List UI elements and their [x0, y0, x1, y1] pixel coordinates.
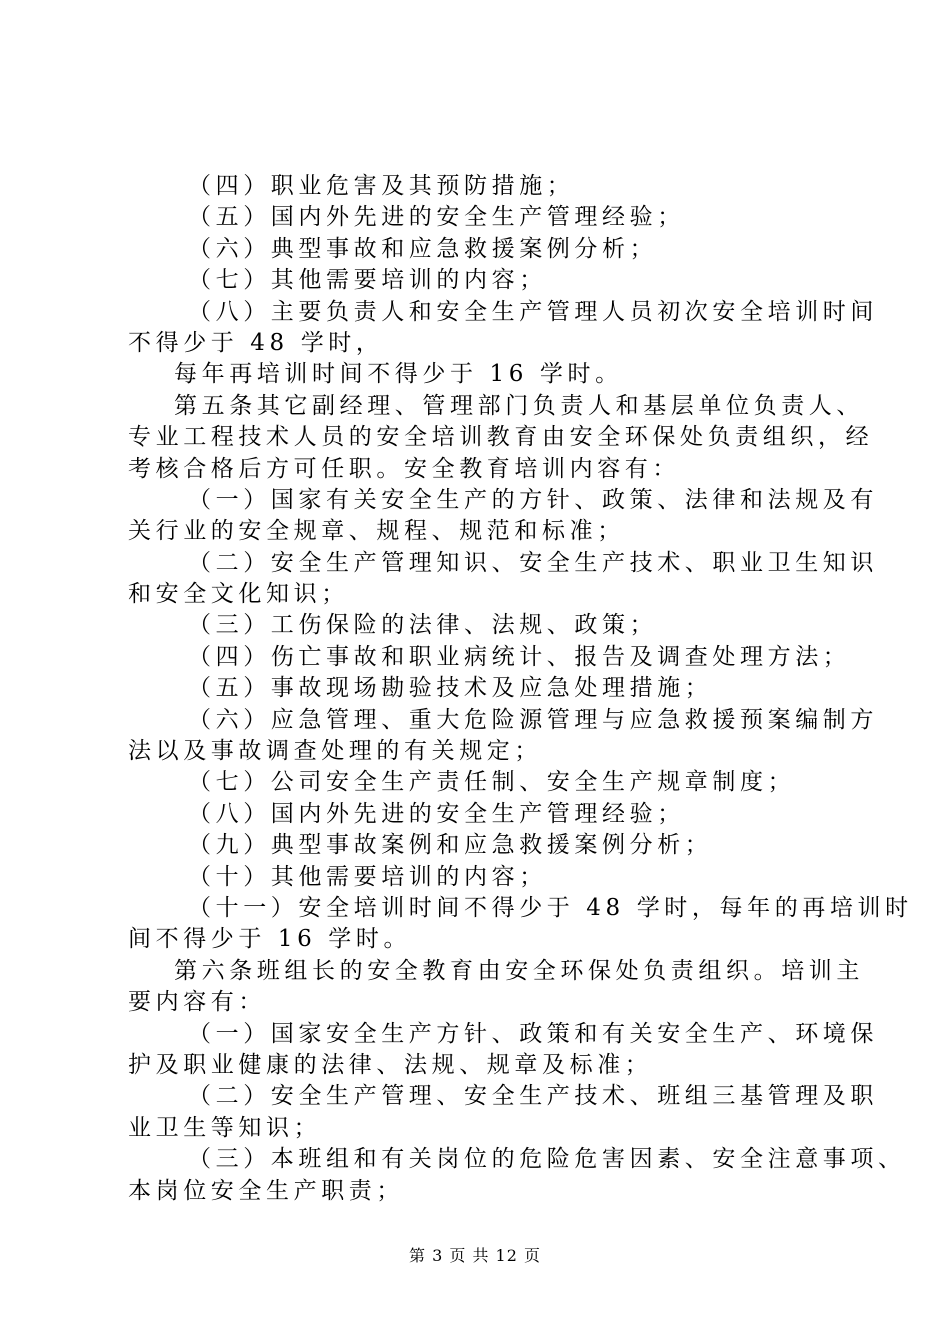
text-line: 第六条班组长的安全教育由安全环保处负责组织。培训主	[174, 957, 864, 984]
text-line: 专业工程技术人员的安全培训教育由安全环保处负责组织，经	[128, 424, 874, 451]
text-line: 业卫生等知识；	[128, 1114, 322, 1141]
text-line: （七）其他需要培训的内容；	[188, 267, 547, 294]
text-line: （三）本班组和有关岗位的危险危害因素、安全注意事项、	[188, 1146, 906, 1173]
text-line: （四）职业危害及其预防措施；	[188, 173, 575, 199]
text-line: 护及职业健康的法律、法规、规章及标准；	[128, 1051, 653, 1078]
document-body	[128, 171, 913, 1207]
text-line: （六）典型事故和应急救援案例分析；	[188, 235, 658, 262]
text-line: 本岗位安全生产职责；	[128, 1177, 404, 1204]
text-line: 间不得少于 16 学时。	[128, 926, 412, 953]
text-line: （三）工伤保险的法律、法规、政策；	[188, 612, 658, 639]
text-line: 要内容有：	[128, 989, 266, 1016]
text-line: （八）国内外先进的安全生产管理经验；	[188, 800, 685, 827]
text-line: （八）主要负责人和安全生产管理人员初次安全培训时间	[188, 298, 878, 325]
text-line: 考核合格后方可任职。安全教育培训内容有：	[128, 455, 680, 482]
page-number-footer: 第 3 页 共 12 页	[409, 1246, 541, 1265]
text-line: （九）典型事故案例和应急救援案例分析；	[188, 832, 713, 859]
text-line: 法以及事故调查处理的有关规定；	[128, 738, 542, 765]
text-line: 关行业的安全规章、规程、规范和标准；	[128, 518, 625, 545]
text-line: （七）公司安全生产责任制、安全生产规章制度；	[188, 769, 796, 796]
text-line: （五）国内外先进的安全生产管理经验；	[188, 204, 685, 231]
text-line: （一）国家安全生产方针、政策和有关安全生产、环境保	[188, 1020, 878, 1047]
text-line: （四）伤亡事故和职业病统计、报告及调查处理方法；	[188, 643, 851, 670]
text-line: （一）国家有关安全生产的方针、政策、法律和法规及有	[188, 486, 878, 513]
text-line: （二）安全生产管理知识、安全生产技术、职业卫生知识	[188, 549, 878, 576]
text-line: （十一）安全培训时间不得少于 48 学时，每年的再培训时	[188, 894, 913, 921]
text-line: 每年再培训时间不得少于 16 学时。	[174, 361, 623, 388]
text-line: （六）应急管理、重大危险源管理与应急救援预案编制方	[188, 706, 878, 733]
text-line: （二）安全生产管理、安全生产技术、班组三基管理及职	[188, 1083, 878, 1110]
text-line: （五）事故现场勘验技术及应急处理措施；	[188, 675, 713, 702]
text-line: 和安全文化知识；	[128, 581, 349, 608]
text-line: 第五条其它副经理、管理部门负责人和基层单位负责人、	[174, 392, 864, 419]
text-line: 不得少于 48 学时，	[128, 329, 384, 356]
text-line: （十）其他需要培训的内容；	[188, 863, 547, 890]
